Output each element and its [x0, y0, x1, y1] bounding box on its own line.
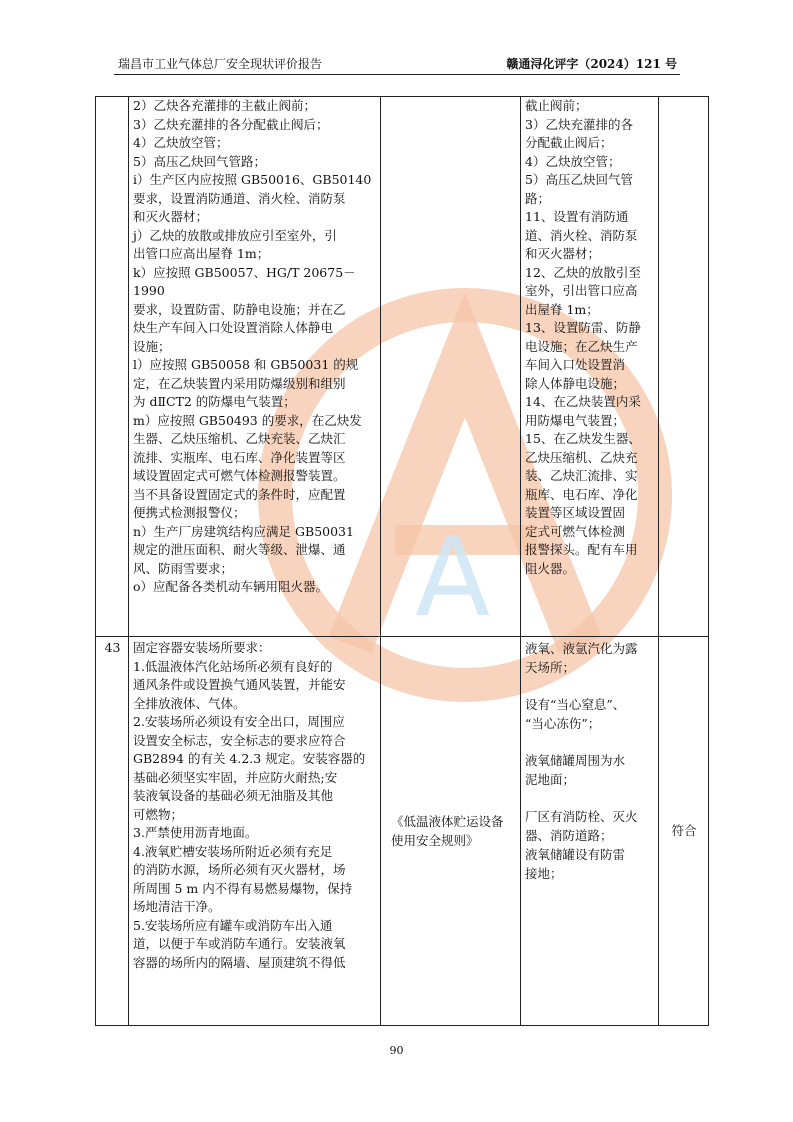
report-title-header: 瑞昌市工业气体总厂安全现状评价报告 — [118, 57, 323, 71]
evaluation-table — [95, 96, 709, 1026]
row-number — [96, 97, 129, 637]
conclusion-cell: 符合 — [659, 637, 709, 1026]
conclusion-cell — [659, 97, 709, 637]
status-cell: 截止阀前； 3）乙炔充灌排的各 分配截止阀后； 4）乙炔放空管； 5）高压乙炔回气管 路； 11、设置有消防通 道、消火栓、消防泵 和灭火器材； 12、乙炔的放散引至 室外，引出管口应高 出屋脊 1m； 13、设置防雷、防静 电设施；在乙炔生产 车间入口处设置消 除人体静电设施； 14、在乙炔装置内采 用防爆电气装置； 15、在乙炔发生器、 乙炔压缩机、乙炔充 装、乙炔汇流排、实 瓶库、电石库、净化 装置等区域设置固 定式可燃气体检测 报警探头。配有车用 阻火器。 — [521, 97, 659, 637]
table-row — [96, 637, 709, 1026]
basis-cell: 《低温液体贮运设备使用安全规则》 — [381, 637, 521, 1026]
header-rule — [114, 74, 680, 75]
report-number-header: 赣通浔化评字（2024）121 号 — [506, 57, 677, 71]
table-row — [96, 97, 709, 637]
row-number: 43 — [96, 637, 129, 1026]
status-cell: 液氧、液氩汽化为露 天场所； 设有“当心窒息”、 “当心冻伤”； 液氧储罐周围为水 泥地面； 厂区有消防栓、灭火 器、消防道路； 液氧储罐设有防雷 接地； — [521, 637, 659, 1026]
requirement-cell: 2）乙炔各充灌排的主截止阀前； 3）乙炔充灌排的各分配截止阀后； 4）乙炔放空管； 5）高压乙炔回气管路； i）生产区内应按照 GB50016、GB50140 要求，设置消防通道、消火栓、消防泵 和灭火器材； j）乙炔的放散或排放应引至室外，引 出管口应高出屋脊 1m； k）应按照 GB50057、HG/T 20675－1990 要求，设置防雷、防静电设施；并在乙 炔生产车间入口处设置消除人体静电 设施； l）应按照 GB50058 和 GB50031 的规 定，在乙炔装置内采用防爆级别和组别 为 dⅡCT2 的防爆电气装置； m）应按照 GB50493 的要求，在乙炔发 生器、乙炔压缩机、乙炔充装、乙炔汇 流排、实瓶库、电石库、净化装置等区 域设置固定式可燃气体检测报警装置。 当不具备设置固定式的条件时，应配置 便携式检测报警仪； n）生产厂房建筑结构应满足 GB50031 规定的泄压面积、耐火等级、泄爆、通 风、防雨雪要求； o）应配备各类机动车辆用阻火器。 — [129, 97, 381, 637]
svg-text:A: A — [415, 513, 491, 641]
requirement-cell: 固定容器安装场所要求： 1.低温液体汽化站场所必须有良好的 通风条件或设置换气通风装置，并能安 全排放液体、气体。 2.安装场所必须设有安全出口，周围应 设置安全标志，安全标志的要求应符合 GB2894 的有关 4.2.3 规定。安装容器的 基础必须坚实牢固，并应防火耐热;安 装液氧设备的基础必须无油脂及其他 可燃物； 3.严禁使用沥青地面。 4.液氧贮槽安装场所附近必须有充足 的消防水源，场所必须有灭火器材，场 所周围 5 m 内不得有易燃易爆物，保持 场地清洁干净。 5.安装场所应有罐车或消防车出入通 道，以便于车或消防车通行。安装液氧 容器的场所内的隔墙、屋顶建筑不得低 — [129, 637, 381, 1026]
page-number: 90 — [389, 1044, 404, 1057]
basis-cell — [381, 97, 521, 637]
